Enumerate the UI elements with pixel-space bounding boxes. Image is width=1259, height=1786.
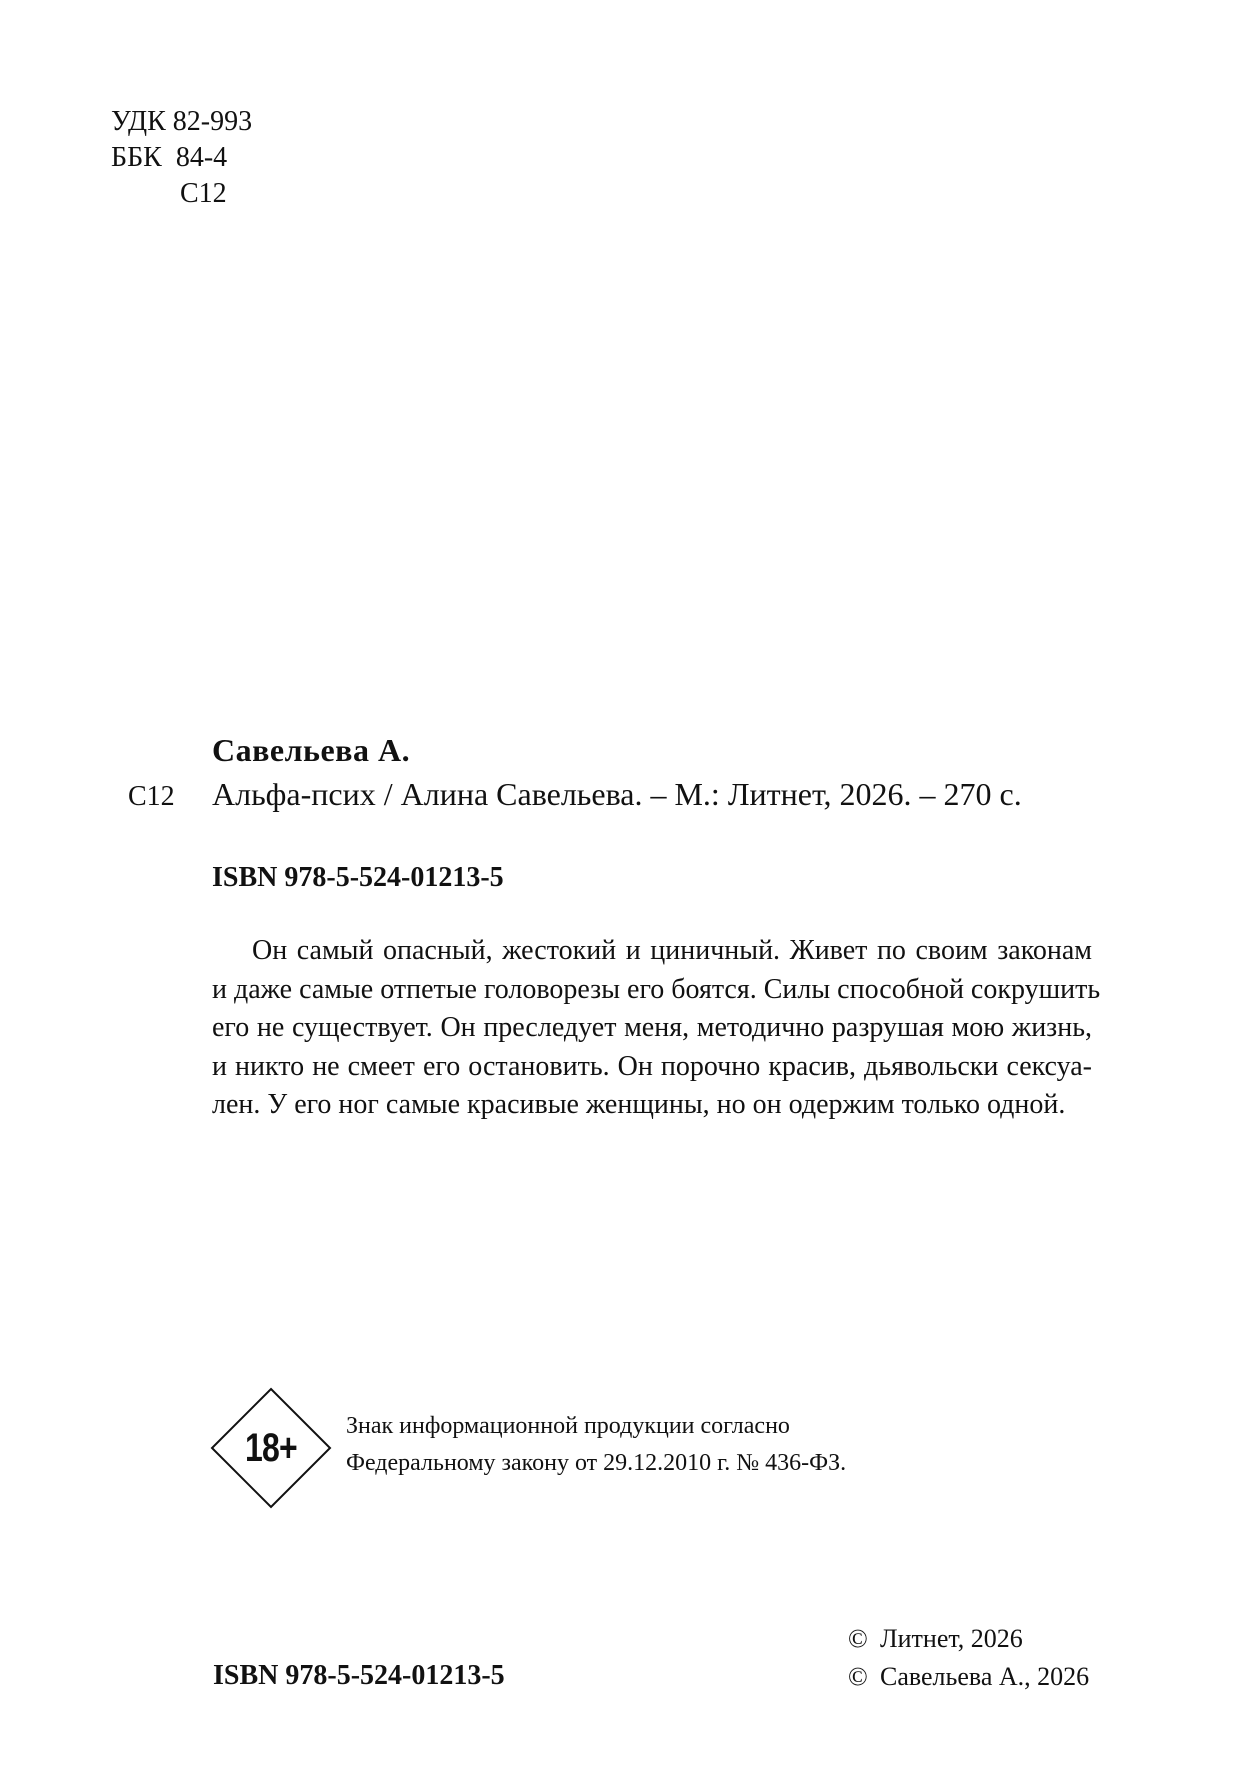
catalog-isbn: ISBN 978-5-524-01213-5 bbox=[212, 862, 504, 893]
age-rating-label: 18+ bbox=[245, 1426, 297, 1470]
udk-code: УДК 82-993 bbox=[111, 106, 253, 137]
copyright-icon: © bbox=[848, 1624, 868, 1653]
annotation bbox=[212, 932, 1101, 1125]
catalog-author-sign: С12 bbox=[128, 781, 175, 812]
copyright-icon: © bbox=[848, 1662, 868, 1691]
annotation-line: Он самый опасный, жестокий и циничный. Живет по своим законам bbox=[252, 935, 1092, 966]
footer-isbn: ISBN 978-5-524-01213-5 bbox=[213, 1660, 505, 1691]
classification-block bbox=[111, 104, 252, 212]
age-rating-note bbox=[346, 1408, 846, 1482]
age-rating-note-line: Знак информационной продукции согласно bbox=[346, 1413, 790, 1439]
copyright-author-text: Савельева А., 2026 bbox=[880, 1662, 1090, 1691]
catalog-bibliographic-description: Альфа-псих / Алина Савельева. – М.: Литнет, 2026. – 270 с. bbox=[212, 776, 1022, 812]
copyright-publisher-text: Литнет, 2026 bbox=[880, 1624, 1023, 1653]
annotation-line: и даже самые отпетые головорезы его боятся. Силы способной сокрушить bbox=[212, 973, 1101, 1005]
author-sign-code: С12 bbox=[180, 178, 227, 209]
age-rating-note-line: Федеральному закону от 29.12.2010 г. № 436-ФЗ. bbox=[346, 1450, 847, 1476]
annotation-line: лен. У его ног самые красивые женщины, но он одержим только одной. bbox=[212, 1089, 1066, 1120]
annotation-line: его не существует. Он преследует меня, методично разрушая мою жизнь, bbox=[212, 1012, 1092, 1043]
copyright-author bbox=[848, 1658, 1089, 1696]
annotation-line: и никто не смеет его остановить. Он порочно красив, дьявольски сексуа- bbox=[212, 1050, 1092, 1082]
copyright-block bbox=[848, 1620, 1089, 1696]
age-rating-mark bbox=[210, 1387, 332, 1509]
bbk-code: ББК 84-4 bbox=[111, 142, 228, 173]
catalog-author: Савельева А. bbox=[212, 732, 411, 768]
copyright-publisher bbox=[848, 1620, 1089, 1658]
